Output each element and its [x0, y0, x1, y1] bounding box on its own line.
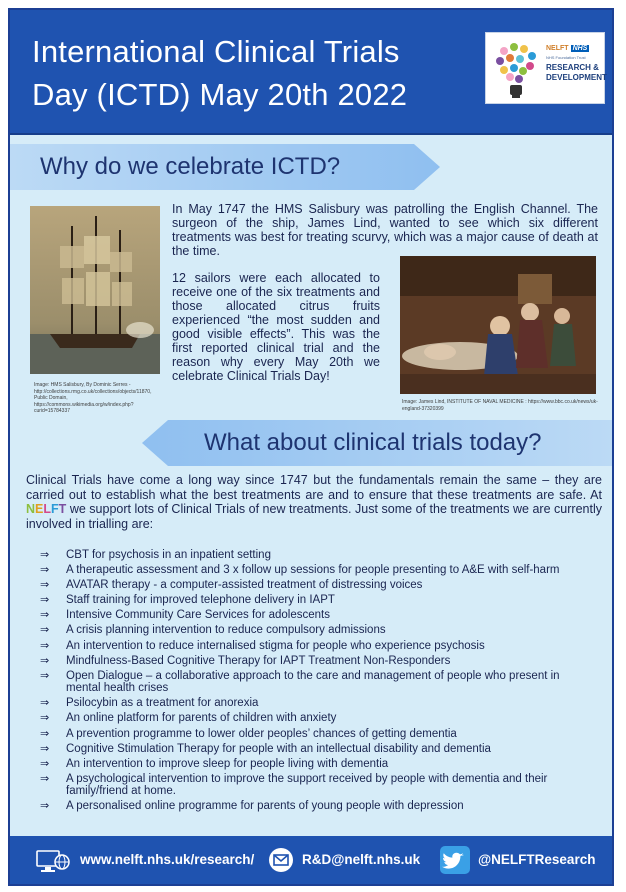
trial-list-item	[40, 609, 596, 622]
history-paragraph-2: 12 sailors were each allocated to receive one of the six treatments and those allocated citrus fruits experienced “the most sudden and good visible effects”. This was the first reported clinical trial and the reason why every May 20th we celebrate Clinical Trials Day!	[172, 271, 380, 383]
trial-list-item	[40, 800, 596, 813]
logo-unit: RESEARCH & DEVELOPMENT	[546, 63, 607, 82]
right-arrow-icon: ⇒	[40, 579, 50, 592]
right-arrow-icon: ⇒	[40, 697, 50, 710]
right-arrow-icon: ⇒	[40, 742, 50, 755]
section-banner-why	[10, 144, 440, 190]
trials-intro-paragraph: Clinical Trials have come a long way since 1747 but the fundamentals remain the same – they are carried out to establish what the best treatments are and to ensure that these treatments are safe. At NELFT we support lots of Clinical Trials of new treatments. Just some of the treatments we are currently involved in trialling are:	[26, 473, 602, 531]
twitter-icon	[440, 846, 470, 874]
trial-list-item	[40, 773, 596, 798]
trial-text: Mindfulness-Based Cognitive Therapy for IAPT Treatment Non-Responders	[66, 654, 451, 667]
computer-globe-icon	[36, 849, 70, 873]
hms-salisbury-painting	[30, 206, 160, 374]
right-arrow-icon: ⇒	[40, 669, 50, 682]
trial-list-item	[40, 579, 596, 592]
page-title	[32, 30, 482, 116]
nelft-brand-text: NELFT	[26, 502, 67, 516]
title-line-1: International Clinical Trials	[32, 34, 400, 69]
trial-list-item	[40, 624, 596, 637]
right-arrow-icon: ⇒	[40, 549, 50, 561]
right-arrow-icon: ⇒	[40, 654, 50, 667]
right-arrow-icon: ⇒	[40, 712, 50, 725]
trial-list-item	[40, 564, 596, 577]
right-arrow-icon: ⇒	[40, 727, 50, 740]
history-paragraph-1: In May 1747 the HMS Salisbury was patrolling the English Channel. The surgeon of the ship, James Lind, wanted to see which six different treatments was best for treating scurvy, which was a major cause of death at the time.	[172, 202, 598, 258]
website-link[interactable]: www.nelft.nhs.uk/research/	[80, 852, 255, 867]
email-icon	[268, 847, 294, 873]
trial-text: A personalised online programme for parents of young people with depression	[66, 800, 464, 813]
trial-text: Cognitive Stimulation Therapy for people with an intellectual disability and dementia	[66, 742, 491, 755]
trials-list	[40, 549, 596, 816]
trial-text: Psilocybin as a treatment for anorexia	[66, 697, 259, 710]
right-arrow-icon: ⇒	[40, 594, 50, 607]
trial-text: A therapeutic assessment and 3 x follow up sessions for people presenting to A&E with self-harm	[66, 564, 560, 577]
trial-text: Open Dialogue – a collaborative approach to the care and management of people who present in mental health crises	[66, 669, 560, 695]
poster	[8, 8, 614, 886]
header	[10, 10, 612, 135]
trial-list-item	[40, 758, 596, 771]
section-heading-today: What about clinical trials today?	[204, 429, 542, 456]
lind-image-caption: Image: James Lind, INSTITUTE OF NAVAL MEDICINE : https://www.bbc.co.uk/news/uk-england-37320399	[402, 399, 598, 412]
trial-list-item	[40, 697, 596, 710]
right-arrow-icon: ⇒	[40, 757, 50, 770]
trial-list-item	[40, 670, 596, 695]
trial-text: An intervention to improve sleep for people living with dementia	[66, 757, 389, 770]
trial-list-item	[40, 712, 596, 725]
trial-text: A psychological intervention to improve the support received by people with dementia and their family/friend at home.	[66, 772, 548, 798]
trial-list-item	[40, 594, 596, 607]
trial-list-item	[40, 743, 596, 756]
logo-trust: NHS Foundation Trust	[546, 55, 586, 60]
right-arrow-icon: ⇒	[40, 639, 50, 652]
trial-text: A crisis planning intervention to reduce compulsory admissions	[66, 624, 386, 637]
trial-text: A prevention programme to lower older peoples’ chances of getting dementia	[66, 727, 457, 740]
section-heading-why: Why do we celebrate ICTD?	[40, 153, 341, 180]
lightbulb-logo-icon	[492, 41, 544, 101]
trial-text: An intervention to reduce internalised stigma for people who experience psychosis	[66, 639, 485, 652]
logo-brand: NELFT NHS	[546, 45, 588, 52]
trial-text: CBT for psychosis in an inpatient setting	[66, 549, 271, 561]
trial-list-item	[40, 655, 596, 668]
twitter-handle-link[interactable]: @NELFTResearch	[478, 852, 596, 867]
footer	[10, 836, 612, 884]
ship-image-caption: Image: HMS Salisbury, By Dominic Serres - http://collections.rmg.co.uk/collections/objects/11870, Public Domain, https://commons.wikimedia.org/w/index.php?curid=15784337	[34, 382, 152, 414]
right-arrow-icon: ⇒	[40, 564, 50, 577]
right-arrow-icon: ⇒	[40, 800, 50, 813]
trial-list-item	[40, 549, 596, 562]
trial-list-item	[40, 640, 596, 653]
section-banner-today	[142, 420, 614, 466]
trial-text: AVATAR therapy - a computer-assisted treatment of distressing voices	[66, 579, 423, 592]
trial-text: An online platform for parents of children with anxiety	[66, 712, 337, 725]
trial-list-item	[40, 728, 596, 741]
right-arrow-icon: ⇒	[40, 609, 50, 622]
trial-text: Intensive Community Care Services for adolescents	[66, 609, 330, 622]
james-lind-painting	[400, 256, 596, 394]
title-line-2: Day (ICTD) May 20th 2022	[32, 77, 408, 112]
right-arrow-icon: ⇒	[40, 624, 50, 637]
nelft-research-logo	[485, 32, 605, 104]
email-link[interactable]: R&D@nelft.nhs.uk	[302, 852, 421, 867]
right-arrow-icon: ⇒	[40, 772, 50, 785]
trial-text: Staff training for improved telephone delivery in IAPT	[66, 594, 335, 607]
